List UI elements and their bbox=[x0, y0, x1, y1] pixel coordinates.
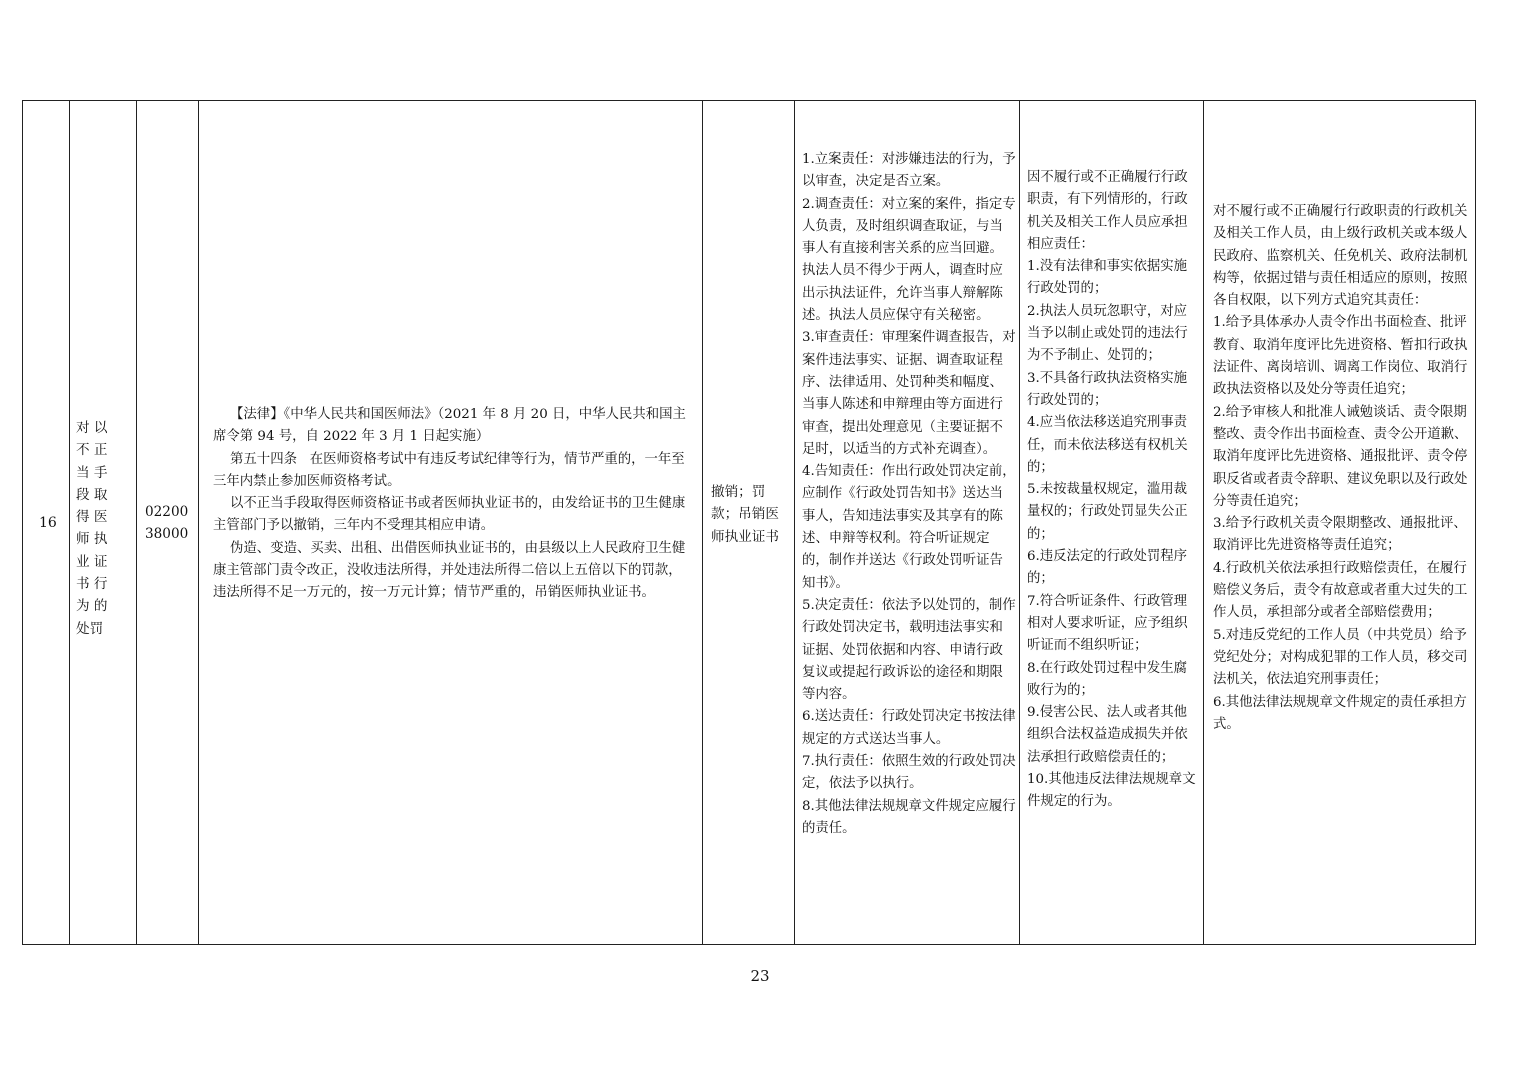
cell-legal-basis bbox=[199, 101, 703, 944]
item-name: 对 以 不 正 当 手 段 取 得 医 师 执 业 证 书 行 为 的 处罚 bbox=[76, 420, 108, 637]
cell-responsibilities bbox=[795, 101, 1020, 944]
cell-code bbox=[137, 101, 199, 944]
accountability: 对不履行或不正确履行行政职责的行政机关及相关工作人员，由上级行政机关或本级人民政府、监察机关、任免机关、政府法制机构等，依据过错与责任相适应的原则，按照各自权限，以下列方式追究其责任： 1.给予具体承办人责令作出书面检查、批评教育、取消年度评比先进资格、暂扣行政执法证件、离岗培训、调离工作岗位、取消行政执法资格以及处分等责任追究； 2.给予审核人和批准人诫勉谈话、责令限期整改、责令作出书面检查、责令公开道歉、取消年度评比先进资格、通报批评、责令停职反省或者责令辞职、建议免职以及行政处分等责任追究； 3.给予行政机关责令限期整改、通报批评、取消评比先进资格等责任追究； 4.行政机关依法承担行政赔偿责任，在履行赔偿义务后，责令有故意或者重大过失的工作人员，承担部分或者全部赔偿费用； 5.对违反党纪的工作人员（中共党员）给予党纪处分；对构成犯罪的工作人员，移交司法机关，依法追究刑事责任； 6.其他法律法规规章文件规定的责任承担方式。 bbox=[1213, 204, 1468, 732]
liability-conditions: 因不履行或不正确履行行政职责，有下列情形的，行政机关及相关工作人员应承担相应责任： 1.没有法律和事实依据实施行政处罚的； 2.执法人员玩忽职守，对应当予以制止或处罚的违法行为不予制止、处罚的； 3.不具备行政执法资格实施行政处罚的； 4.应当依法移送追究刑事责任，而未依法移送有权机关的； 5.未按裁量权规定，滥用裁量权的；行政处罚显失公正的； 6.违反法定的行政处罚程序的； 7.符合听证条件、行政管理相对人要求听证，应予组织听证而不组织听证； 8.在行政处罚过程中发生腐败行为的； 9.侵害公民、法人或者其他组织合法权益造成损失并依法承担行政赔偿责任的； 10.其他违反法律法规规章文件规定的行为。 bbox=[1027, 170, 1196, 810]
responsibilities: 1.立案责任：对涉嫌违法的行为，予以审查，决定是否立案。 2.调查责任：对立案的案件，指定专人负责，及时组织调查取证，与当事人有直接利害关系的应当回避。执法人员不得少于两人，调查时应出示执法证件，允许当事人辩解陈述。执法人员应保守有关秘密。 3.审查责任：审理案件调查报告，对案件违法事实、证据、调查取证程序、法律适用、处罚种类和幅度、当事人陈述和申辩理由等方面进行审查，提出处理意见（主要证据不足时，以适当的方式补充调查）。 4.告知责任：作出行政处罚决定前，应制作《行政处罚告知书》送达当事人，告知违法事实及其享有的陈述、申辩等权利。符合听证规定的，制作并送达《行政处罚听证告知书》。 5.决定责任：依法予以处罚的，制作行政处罚决定书，载明违法事实和证据、处罚依据和内容、申请行政复议或提起行政诉讼的途径和期限等内容。 6.送达责任：行政处罚决定书按法律规定的方式送达当事人。 7.执行责任：依照生效的行政处罚决定，依法予以执行。 8.其他法律法规规章文件规定应履行的责任。 bbox=[802, 152, 1016, 836]
page-number: 23 bbox=[750, 967, 770, 985]
cell-penalty-type bbox=[703, 101, 795, 944]
table bbox=[22, 100, 1476, 945]
row-number: 16 bbox=[39, 515, 57, 531]
cell-number bbox=[23, 101, 70, 944]
cell-accountability bbox=[1204, 101, 1476, 944]
penalty-type: 撤销；罚款；吊销医师执业证书 bbox=[711, 484, 779, 545]
legal-basis: 【法律】《中华人民共和国医师法》（2021 年 8 月 20 日，中华人民共和国主席令第 94 号，自 2022 年 3 月 1 日起实施） 第五十四条 在医师资格考试中有违反考试纪律等行为，情节严重的，一年至三年内禁止参加医师资格考试。 以不正当手段取得医师资格证书或者医师执业证书的，由发给证书的卫生健康主管部门予以撤销，三年内不受理其相应申请。 伪造、变造、买卖、出租、出借医师执业证书的，由县级以上人民政府卫生健康主管部门责令改正，没收违法所得，并处违法所得二倍以上五倍以下的罚款，违法所得不足一万元的，按一万元计算；情节严重的，吊销医师执业证书。 bbox=[213, 407, 686, 601]
cell-item-name bbox=[70, 101, 137, 944]
cell-liability-conditions bbox=[1020, 101, 1204, 944]
item-code: 02200 38000 bbox=[145, 504, 189, 543]
